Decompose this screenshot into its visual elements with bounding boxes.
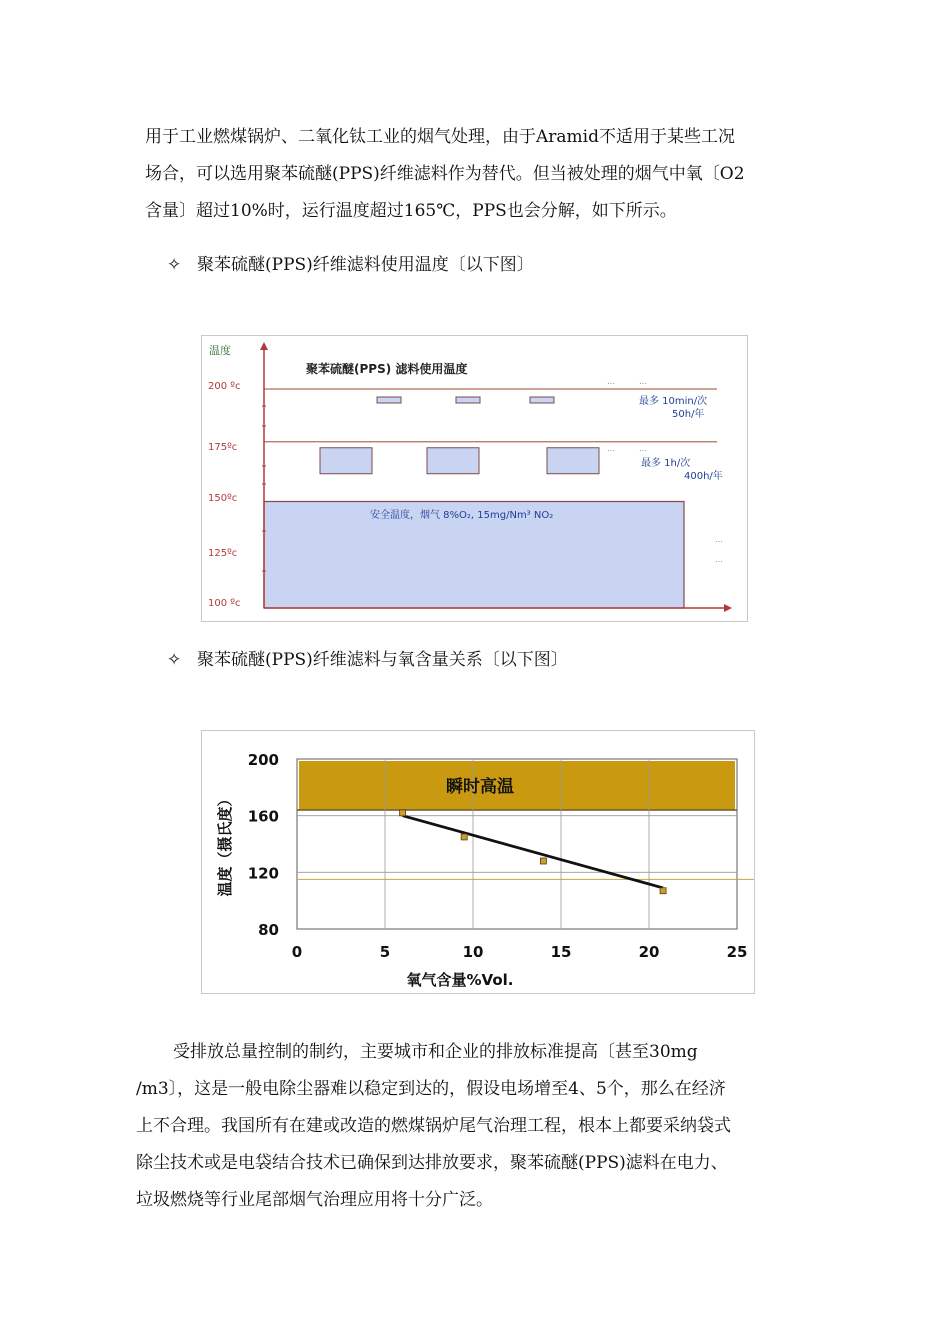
ellipsis-mark: … <box>639 377 647 386</box>
peak-pulse-bar <box>456 397 480 403</box>
high-note: 最多 1h/次 <box>641 458 691 469</box>
x-tick-label: 5 <box>379 943 391 961</box>
data-point <box>400 810 406 816</box>
usage-temperature-svg <box>202 336 747 621</box>
bullet-text: 聚苯硫醚(PPS)纤维滤料使用温度〔以下图〕 <box>197 255 534 275</box>
peak-note: 最多 10min/次 <box>639 396 708 407</box>
x-tick-label: 0 <box>291 943 303 961</box>
bullet-text: 聚苯硫醚(PPS)纤维滤料与氧含量关系〔以下图〕 <box>197 650 568 670</box>
closing-line: 受排放总量控制的制约，主要城市和企业的排放标准提高〔甚至30mg <box>173 1042 698 1062</box>
tick-label: 175ºc <box>208 442 238 453</box>
sparkle-bullet-icon: ✧ <box>167 255 182 275</box>
y-axis-label: 温度（摄氏度） <box>216 791 234 897</box>
tick-label: 125ºc <box>208 548 238 559</box>
chart-title: 聚苯硫醚(PPS) 滤料使用温度 <box>306 362 468 376</box>
y-axis-label: 温度 <box>209 344 231 357</box>
y-tick-label: 160 <box>247 807 279 826</box>
intro-line: 场合，可以选用聚苯硫醚(PPS)纤维滤料作为替代。但当被处理的烟气中氧〔O2 <box>145 164 745 184</box>
x-tick-label: 25 <box>726 943 748 961</box>
closing-line: 上不合理。我国所有在建或改造的燃煤锅炉尾气治理工程，根本上都要采纳袋式 <box>136 1116 731 1136</box>
x-axis-label: 氧气含量%Vol. <box>406 971 514 989</box>
intro-line: 含量〕超过10%时，运行温度超过165℃，PPS也会分解，如下所示。 <box>145 201 677 221</box>
tick-label: 100 ºc <box>208 598 241 609</box>
bullet-item <box>167 250 534 275</box>
sparkle-bullet-icon: ✧ <box>167 650 182 670</box>
y-axis-arrow-icon <box>260 342 268 350</box>
oxygen-temperature-svg <box>202 731 754 993</box>
ellipsis-mark: … <box>607 444 615 453</box>
closing-line: 除尘技术或是电袋结合技术已确保到达排放要求，聚苯硫醚(PPS)滤料在电力、 <box>136 1153 728 1173</box>
x-axis-arrow-icon <box>724 604 732 612</box>
bullet-item <box>167 645 568 670</box>
ellipsis-mark: … <box>715 535 723 544</box>
ellipsis-mark: … <box>715 555 723 564</box>
tick-label: 150ºc <box>208 493 238 504</box>
high-pulse-bar <box>547 448 599 474</box>
y-tick-label: 80 <box>258 921 279 939</box>
band-label: 瞬时高温 <box>446 777 514 797</box>
x-tick-label: 10 <box>462 943 484 961</box>
peak-pulse-bar <box>530 397 554 403</box>
oxygen-temperature-chart <box>201 730 755 994</box>
peak-pulse-bar <box>377 397 401 403</box>
high-pulse-bar <box>427 448 479 474</box>
x-tick-label: 20 <box>638 943 660 961</box>
ellipsis-mark: … <box>639 444 647 453</box>
data-point <box>660 888 666 894</box>
peak-note: 50h/年 <box>672 409 705 420</box>
x-tick-label: 15 <box>550 943 572 961</box>
intro-line: 用于工业燃煤锅炉、二氧化钛工业的烟气处理，由于Aramid不适用于某些工况 <box>145 127 735 147</box>
ellipsis-mark: … <box>607 377 615 386</box>
high-note: 400h/年 <box>684 471 723 482</box>
safe-area-label: 安全温度，烟气 8%O₂, 15mg/Nm³ NO₂ <box>370 510 554 521</box>
intro-paragraph <box>145 119 745 230</box>
closing-paragraph <box>136 1034 731 1219</box>
tick-label: 200 ºc <box>208 381 241 392</box>
closing-line: 垃圾燃烧等行业尾部烟气治理应用将十分广泛。 <box>136 1190 493 1210</box>
closing-line: /m3〕，这是一般电除尘器难以稳定到达的，假设电场增至4、5个，那么在经济 <box>136 1079 726 1099</box>
data-point <box>540 858 546 864</box>
high-pulse-bar <box>320 448 372 474</box>
y-tick-label: 120 <box>247 864 279 883</box>
transient-high-temp-band <box>299 761 735 810</box>
data-point <box>461 834 467 840</box>
y-tick-label: 200 <box>247 751 279 769</box>
usage-temperature-chart <box>201 335 748 622</box>
